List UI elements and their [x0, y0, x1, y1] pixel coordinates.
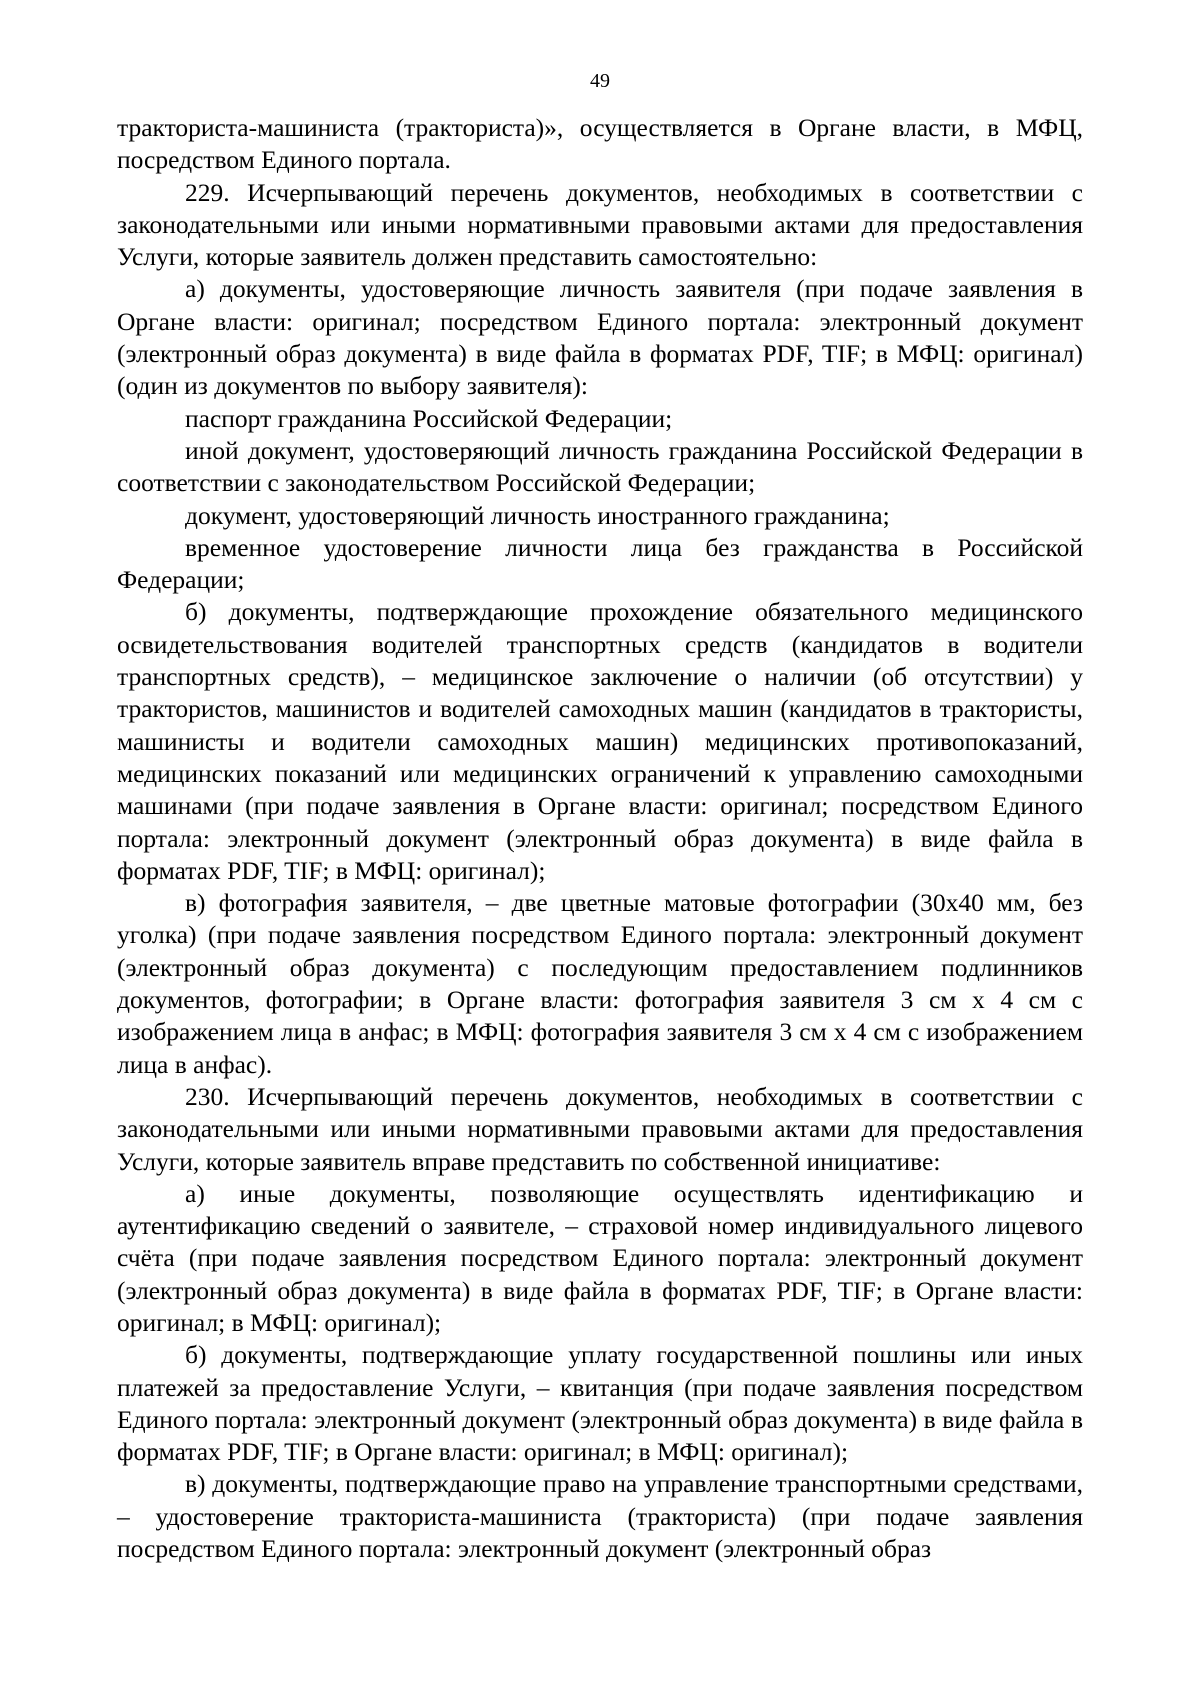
- document-body: [117, 112, 1083, 1565]
- paragraph-230-b: б) документы, подтверждающие уплату государственной пошлины или иных платежей за предоставление Услуги, – квитанция (при подаче заявления посредством Единого портала: электронный документ (электронный образ документа) в виде файла в форматах PDF, TIF; в Органе власти: оригинал; в МФЦ: оригинал);: [117, 1340, 1083, 1467]
- paragraph-229-b: б) документы, подтверждающие прохождение обязательного медицинского освидетельствования водителей транспортных средств (кандидатов в водители транспортных средств), – медицинское заключение о наличии (об отсутствии) у трактористов, машинистов и водителей самоходных машин (кандидатов в трактористы, машинисты и водители самоходных машин) медицинских противопоказаний, медицинских показаний или медицинских ограничений к управлению самоходными машинами (при подаче заявления в Органе власти: оригинал; посредством Единого портала: электронный документ (электронный образ документа) в виде файла в форматах PDF, TIF; в МФЦ: оригинал);: [117, 597, 1083, 885]
- list-item-stateless-id: временное удостоверение личности лица без гражданства в Российской Федерации;: [117, 532, 1083, 595]
- paragraph-continuation: тракториста-машиниста (тракториста)», осуществляется в Органе власти, в МФЦ, посредством Единого портала.: [117, 113, 1083, 175]
- list-item-other-id: иной документ, удостоверяющий личность гражданина Российской Федерации в соответствии с законодательством Российской Федерации;: [117, 435, 1083, 498]
- paragraph-229-a: а) документы, удостоверяющие личность заявителя (при подаче заявления в Органе власти: оригинал; посредством Единого портала: электронный документ (электронный образ документа) в виде файла в форматах PDF, TIF; в МФЦ: оригинал) (один из документов по выбору заявителя):: [117, 274, 1083, 401]
- page-number: 49: [590, 70, 610, 92]
- list-item-passport: паспорт гражданина Российской Федерации;: [185, 403, 673, 433]
- list-item-foreign-id: документ, удостоверяющий личность иностранного гражданина;: [185, 500, 890, 530]
- paragraph-229-heading: 229. Исчерпывающий перечень документов, необходимых в соответствии с законодательными или иными нормативными правовыми актами для предоставления Услуги, которые заявитель должен представить самостоятельно:: [117, 177, 1083, 272]
- paragraph-230-v: в) документы, подтверждающие право на управление транспортными средствами, – удостоверение тракториста-машиниста (тракториста) (при подаче заявления посредством Единого портала: электронный документ (электронный образ: [117, 1469, 1083, 1564]
- paragraph-229-v: в) фотография заявителя, – две цветные матовые фотографии (30х40 мм, без уголка) (при подаче заявления посредством Единого портала: электронный документ (электронный образ документа) с последующим предоставлением подлинников документов, фотографии; в Органе власти: фотография заявителя 3 см х 4 см с изображением лица в анфас; в МФЦ: фотография заявителя 3 см х 4 см с изображением лица в анфас).: [117, 888, 1083, 1079]
- paragraph-230-heading: 230. Исчерпывающий перечень документов, необходимых в соответствии с законодательными или иными нормативными правовыми актами для предоставления Услуги, которые заявитель вправе представить по собственной инициативе:: [117, 1081, 1083, 1176]
- paragraph-230-a: а) иные документы, позволяющие осуществлять идентификацию и аутентификацию сведений о заявителе, – страховой номер индивидуального лицевого счёта (при подаче заявления посредством Единого портала: электронный документ (электронный образ документа) в виде файла в форматах PDF, TIF; в Органе власти: оригинал; в МФЦ: оригинал);: [117, 1178, 1083, 1337]
